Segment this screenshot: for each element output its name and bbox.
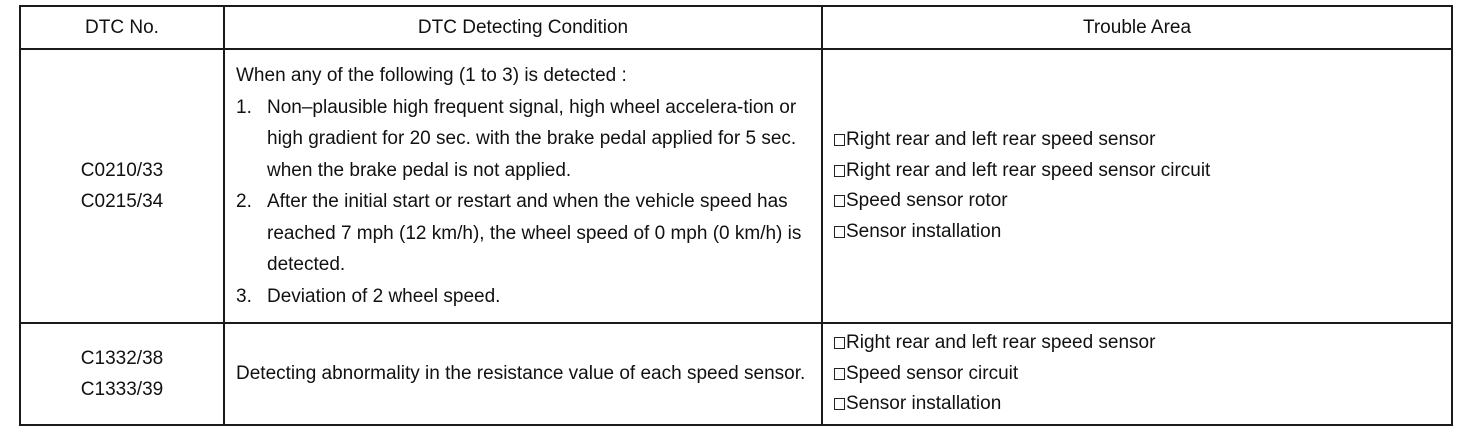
dtc-code-cell <box>20 323 224 425</box>
trouble-area-text: Right rear and left rear speed sensor circuit <box>846 159 1211 181</box>
trouble-area-item <box>834 125 1451 156</box>
trouble-area-item <box>834 389 1451 420</box>
condition-cell <box>224 49 822 323</box>
dtc-code-cell <box>20 49 224 323</box>
dtc-code: C0210/33 <box>80 160 164 181</box>
trouble-area-item <box>834 359 1451 390</box>
dtc-table <box>19 5 1453 426</box>
table-row <box>20 49 1452 323</box>
dtc-code: C0215/34 <box>80 191 164 212</box>
trouble-area-text: Sensor installation <box>846 393 1002 415</box>
header-trouble-area: Trouble Area <box>822 6 1452 49</box>
checkbox-square-icon <box>834 337 845 349</box>
condition-text: Non–plausible high frequent signal, high wheel accelera-tion or high gradient for 20 sec. with the brake pedal applied for 5 sec. when the brake pedal is not applied. <box>267 96 797 181</box>
checkbox-square-icon <box>834 165 845 177</box>
checkbox-square-icon <box>834 195 845 207</box>
trouble-area-text: Speed sensor rotor <box>846 190 1008 211</box>
header-row <box>20 6 1452 49</box>
dtc-code: C1333/39 <box>80 379 164 400</box>
dtc-code: C1332/38 <box>80 348 164 369</box>
trouble-area-item <box>834 186 1451 217</box>
trouble-area-item <box>834 156 1451 187</box>
trouble-area-text: Speed sensor circuit <box>846 362 1019 384</box>
trouble-area-item <box>834 328 1451 359</box>
checkbox-square-icon <box>834 368 845 380</box>
condition-cell <box>224 323 822 425</box>
checkbox-square-icon <box>834 134 845 146</box>
header-dtc-no: DTC No. <box>20 6 224 49</box>
condition-list <box>236 92 811 313</box>
condition-number: 2. <box>236 191 252 212</box>
condition-item <box>236 92 811 187</box>
trouble-area-cell <box>822 323 1452 425</box>
checkbox-square-icon <box>834 226 845 238</box>
trouble-area-cell <box>822 49 1452 323</box>
trouble-area-item <box>834 217 1451 248</box>
condition-number: 1. <box>236 96 252 118</box>
condition-lead: When any of the following (1 to 3) is detected : <box>236 65 627 86</box>
condition-text: Deviation of 2 wheel speed. <box>267 285 501 307</box>
table-row <box>20 323 1452 425</box>
condition-item <box>236 186 811 281</box>
condition-text: After the initial start or restart and when the vehicle speed has reached 7 mph (12 km/h), the wheel speed of 0 mph (0 km/h) is detected. <box>267 191 802 275</box>
condition-number: 3. <box>236 285 252 307</box>
condition-item <box>236 281 811 313</box>
trouble-area-text: Right rear and left rear speed sensor <box>846 129 1156 150</box>
trouble-area-text: Right rear and left rear speed sensor <box>846 332 1156 354</box>
condition-text: Detecting abnormality in the resistance value of each speed sensor. <box>236 363 806 384</box>
header-detecting-condition: DTC Detecting Condition <box>224 6 822 49</box>
trouble-area-text: Sensor installation <box>846 220 1002 242</box>
checkbox-square-icon <box>834 398 845 410</box>
